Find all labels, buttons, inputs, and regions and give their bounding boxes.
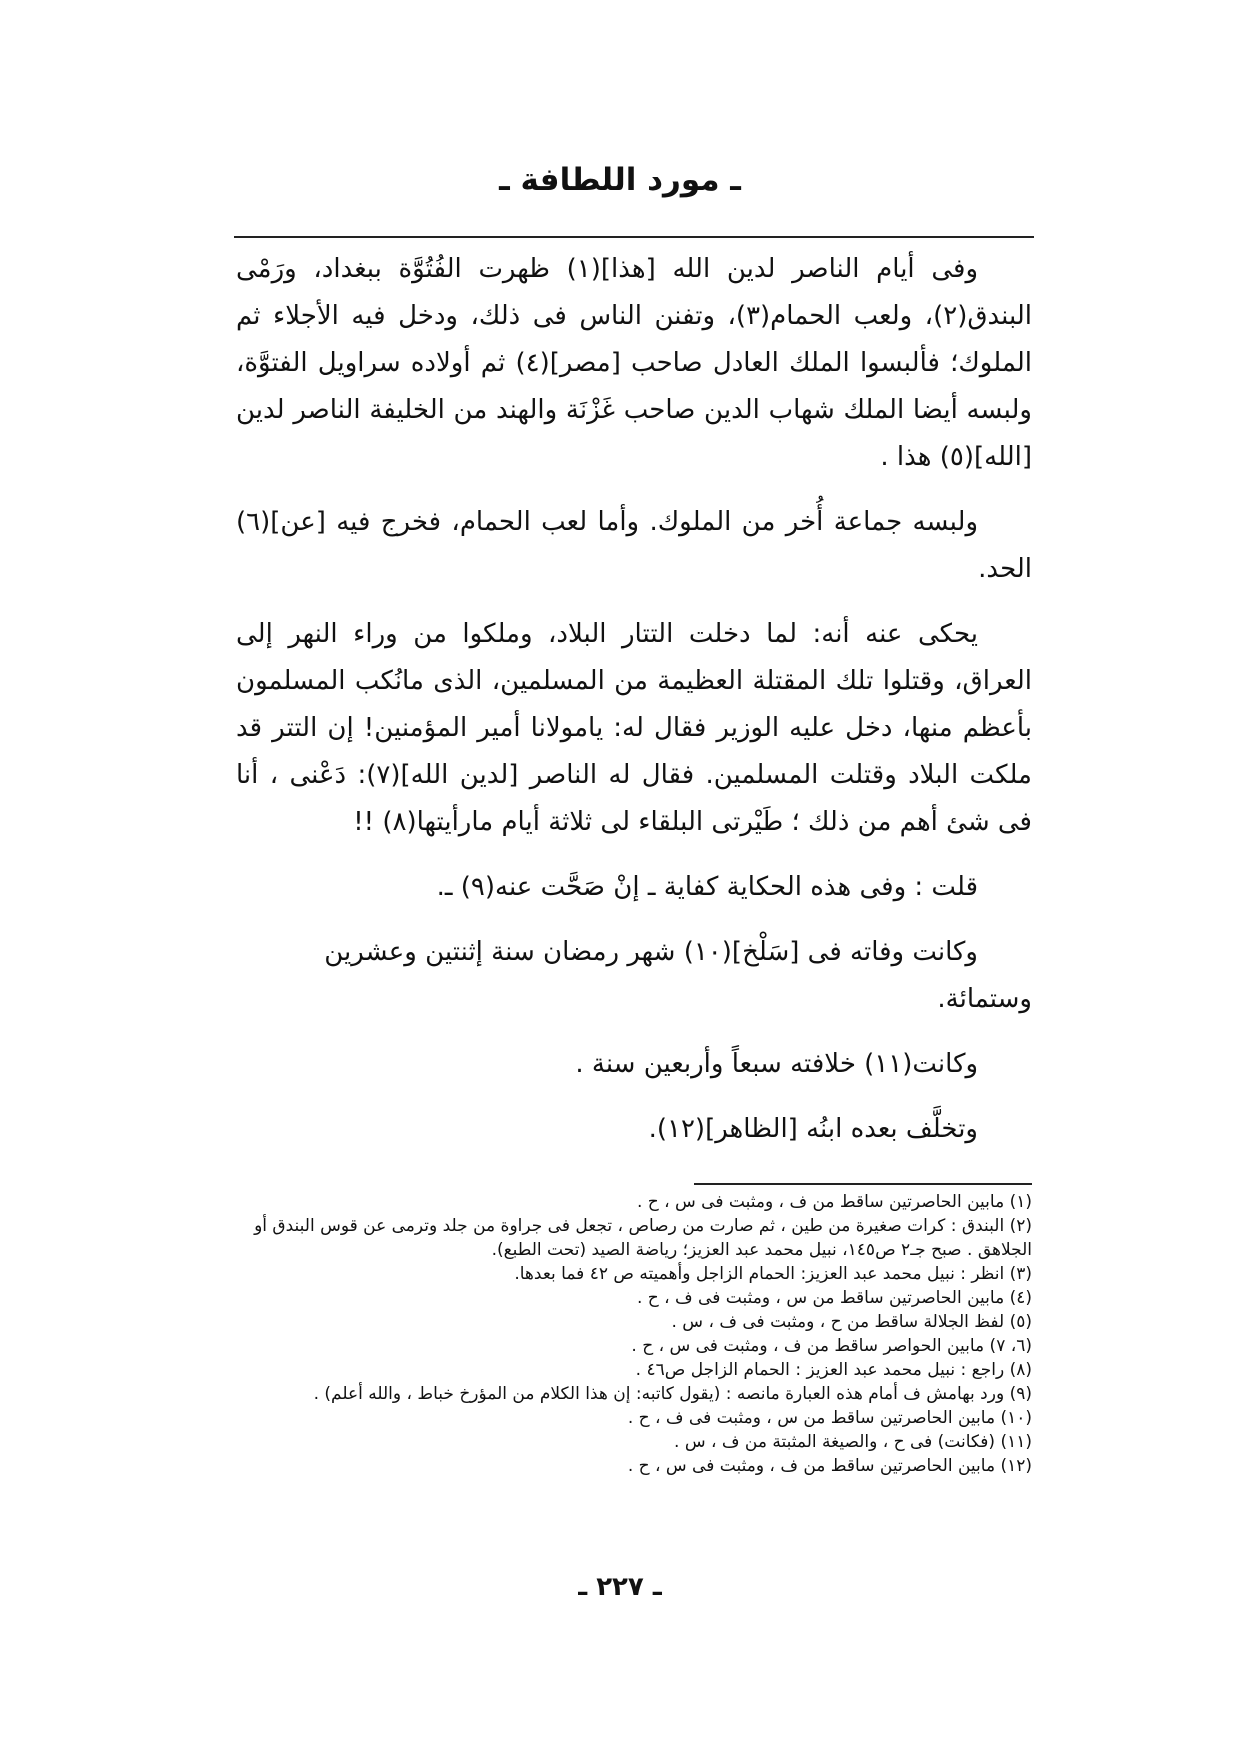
footnote-item: (١٠) مابين الحاصرتين ساقط من س ، ومثبت فى ف ، ح .	[627, 1408, 1032, 1428]
footnote-item: (٩) ورد بهامش ف أمام هذه العبارة مانصه : (يقول كاتبه: إن هذا الكلام من المؤرخ خباط ، والله أعلم) .	[313, 1384, 1032, 1404]
paragraph: يحكى عنه أنه: لما دخلت التتار البلاد، وملكوا من وراء النهر إلى العراق، وقتلوا تلك المقتلة العظيمة من المسلمين، الذى مانُكب المسلمون بأعظم منها، دخل عليه الوزير فقال له: يامولانا أمير المؤمنين! إن التتر قد ملكت البلاد وقتلت المسلمين. فقال له الناصر [لدين الله](٧): دَعْنى ، أنا فى شئ أهم من ذلك ؛ طَيْرتى البلقاء لى ثلاثة أيام مارأيتها(٨) !!	[236, 619, 1032, 837]
page-title: ـ مورد اللطافة ـ	[499, 162, 741, 198]
footnote-item: (١١) (فكانت) فى ح ، والصيغة المثبتة من ف ، س .	[674, 1432, 1032, 1452]
footnote-item: (١٢) مابين الحاصرتين ساقط من ف ، ومثبت فى س ، ح .	[627, 1456, 1032, 1476]
footnote-item: (١) مابين الحاصرتين ساقط من ف ، ومثبت فى س ، ح .	[636, 1192, 1032, 1212]
footnotes-list	[220, 1190, 1032, 1478]
main-text	[236, 246, 1032, 1153]
footnote-divider	[694, 1183, 1032, 1185]
paragraph: قلت : وفى هذه الحكاية كفاية ـ إنْ صَحَّت عنه(٩) ـ.	[436, 872, 978, 902]
paragraph: وكانت وفاته فى [سَلْخ](١٠) شهر رمضان سنة إثنتين وعشرين وستمائة.	[324, 937, 1032, 1014]
footnote-item: (٤) مابين الحاصرتين ساقط من س ، ومثبت فى ف ، ح .	[636, 1288, 1032, 1308]
footnote-item: (٥) لفظ الجلالة ساقط من ح ، ومثبت فى ف ، س .	[671, 1312, 1032, 1332]
paragraph: وتخلَّف بعده ابنُه [الظاهر](١٢).	[648, 1114, 978, 1144]
footnote-item: (٢) البندق : كرات صغيرة من طين ، ثم صارت من رصاص ، تجعل فى جراوة من جلد وترمى عن قوس البندق أو الجلاهق . صبح جـ٢ ص١٤٥، نبيل محمد عبد العزيز؛ رياضة الصيد (تحت الطبع).	[254, 1216, 1032, 1260]
footnote-item: (٦، ٧) مابين الحواصر ساقط من ف ، ومثبت فى س ، ح .	[631, 1336, 1032, 1356]
header-divider	[234, 236, 1034, 238]
paragraph: وفى أيام الناصر لدين الله [هذا](١) ظهرت الفُتُوَّة ببغداد، ورَمْى البندق(٢)، ولعب الحمام(٣)، وتفنن الناس فى ذلك، ودخل فيه الأجلاء ثم الملوك؛ فألبسوا الملك العادل صاحب [مصر](٤) ثم أولاده سراويل الفتوَّة، ولبسه أيضا الملك شهاب الدين صاحب غَزْنَة والهند من الخليفة الناصر لدين [الله](٥) هذا .	[236, 254, 1033, 472]
paragraph: وكانت(١١) خلافته سبعاً وأربعين سنة .	[575, 1049, 978, 1079]
paragraph: ولبسه جماعة أُخر من الملوك. وأما لعب الحمام، فخرج فيه [عن](٦) الحد.	[236, 507, 1032, 584]
page-number: ـ ٢٢٧ ـ	[578, 1572, 662, 1602]
footnote-item: (٨) راجع : نبيل محمد عبد العزيز : الحمام الزاجل ص٤٦ .	[635, 1360, 1032, 1380]
footnote-item: (٣) انظر : نبيل محمد عبد العزيز: الحمام الزاجل وأهميته ص ٤٢ فما بعدها.	[514, 1264, 1032, 1284]
